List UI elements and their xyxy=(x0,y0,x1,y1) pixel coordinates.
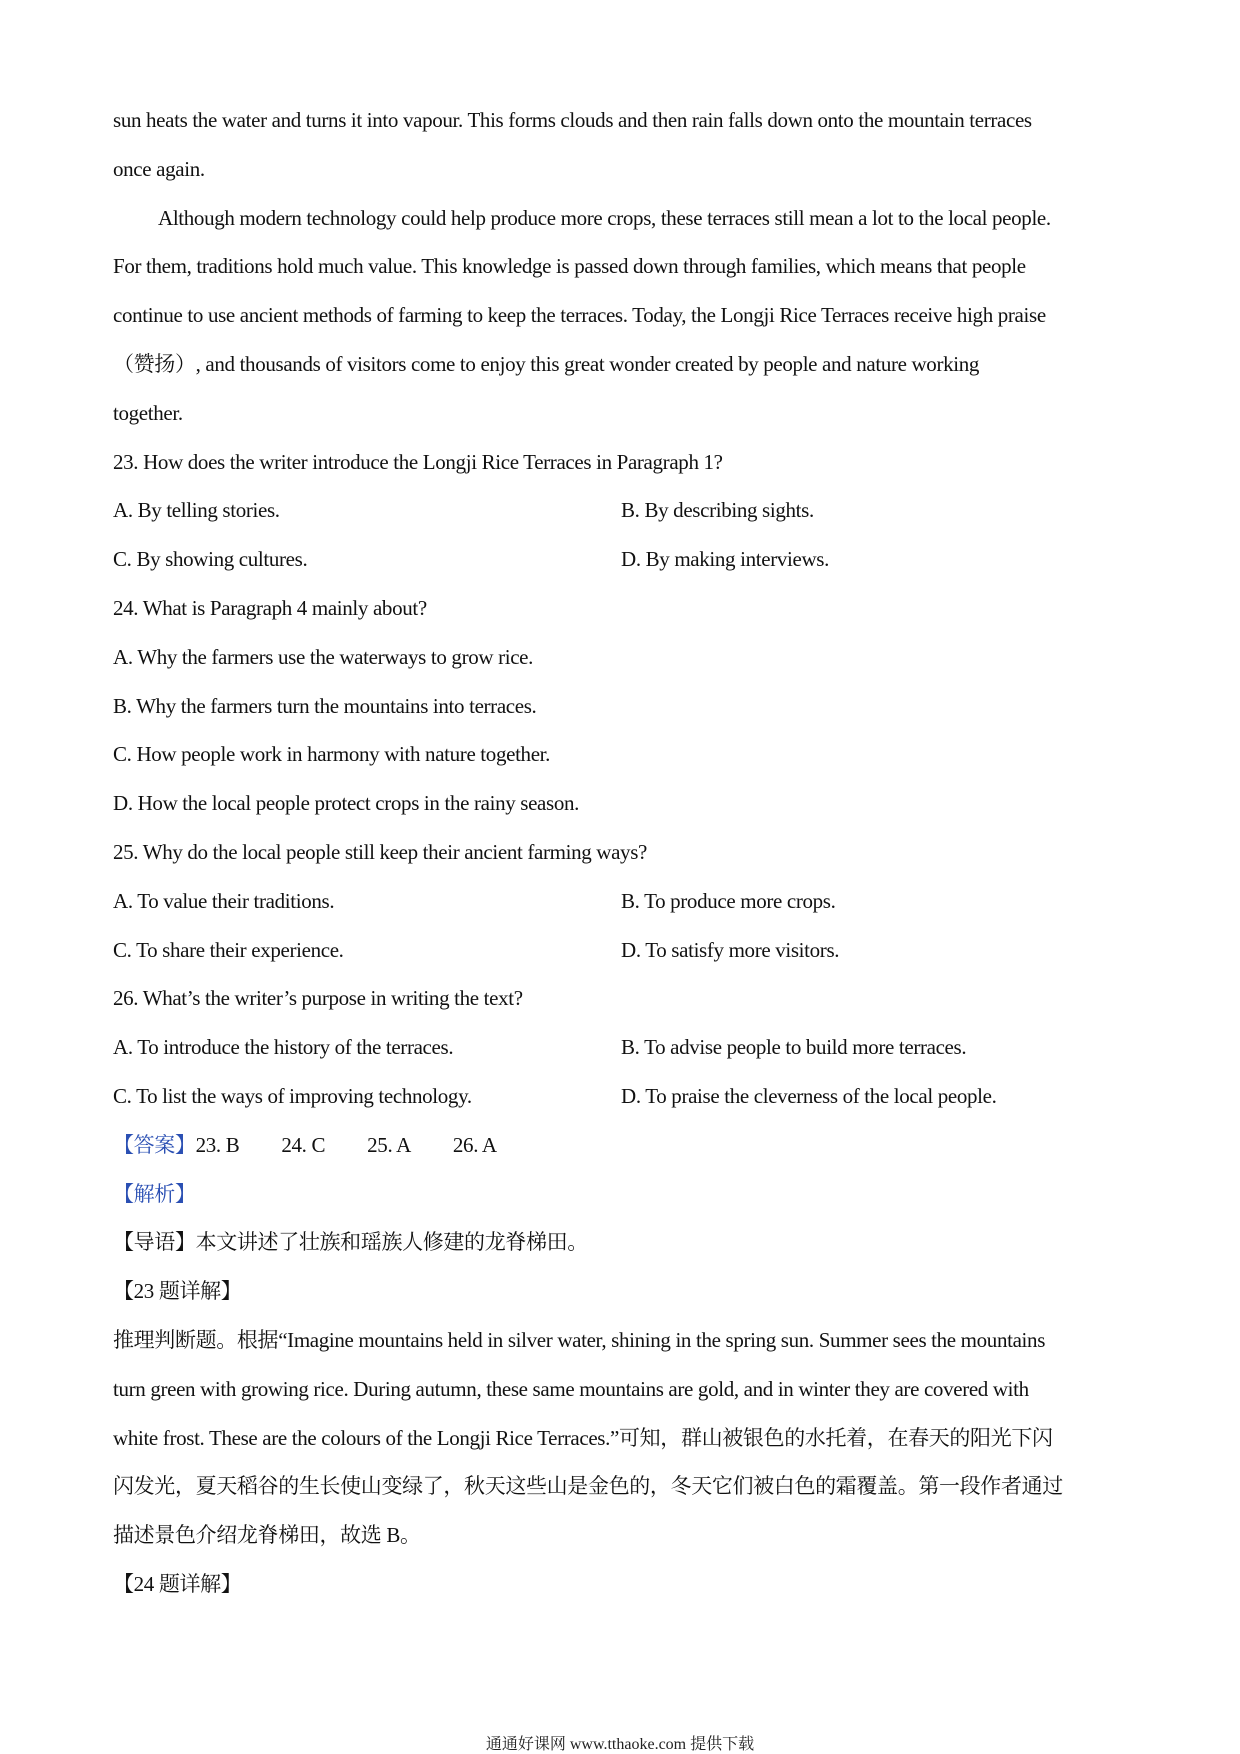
detail-line: turn green with growing rice. During autumn, these same mountains are gold, and in winter they are covered with xyxy=(113,1376,1029,1401)
detail-line: 推理判断题。根据“Imagine mountains held in silver water, shining in the spring sun. Summer sees the mountains xyxy=(113,1327,1046,1352)
option-row xyxy=(113,1072,1133,1121)
answer-item: 24. C xyxy=(281,1132,326,1157)
option-row xyxy=(113,877,1133,926)
option-c: C. How people work in harmony with nature together. xyxy=(113,742,551,767)
option-b: B. By describing sights. xyxy=(621,498,814,523)
passage-line: continue to use ancient methods of farming to keep the terraces. Today, the Longji Rice Terraces receive high praise xyxy=(113,303,1046,328)
detail-line: 闪发光，夏天稻谷的生长使山变绿了，秋天这些山是金色的，冬天它们被白色的霜覆盖。第一段作者通过 xyxy=(113,1474,1063,1499)
option-c: C. To share their experience. xyxy=(113,937,344,962)
detail-line: white frost. These are the colours of the Longji Rice Terraces.”可知，群山被银色的水托着，在春天的阳光下闪 xyxy=(113,1425,1053,1450)
answer-item: 26. A xyxy=(452,1132,497,1157)
passage-line: Although modern technology could help produce more crops, these terraces still mean a lot to the local people. xyxy=(158,205,1051,230)
option-a: A. To value their traditions. xyxy=(113,888,335,913)
passage-line: once again. xyxy=(113,156,205,181)
option-b: B. Why the farmers turn the mountains into terraces. xyxy=(113,693,537,718)
option-a: A. By telling stories. xyxy=(113,498,280,523)
answer-label: 【答案】 xyxy=(113,1132,196,1157)
analysis-label: 【解析】 xyxy=(113,1181,196,1206)
option-a: A. To introduce the history of the terraces. xyxy=(113,1035,454,1060)
intro-line: 【导语】本文讲述了壮族和瑶族人修建的龙脊梯田。 xyxy=(113,1230,588,1255)
option-c: C. To list the ways of improving technology. xyxy=(113,1083,472,1108)
option-a: A. Why the farmers use the waterways to grow rice. xyxy=(113,644,534,669)
option-d: D. To satisfy more visitors. xyxy=(621,937,840,962)
option-row xyxy=(113,1023,1133,1072)
question-stem: 25. Why do the local people still keep their ancient farming ways? xyxy=(113,839,648,864)
option-row xyxy=(113,535,1133,584)
passage-line: together. xyxy=(113,400,183,425)
option-row xyxy=(113,486,1133,535)
detail-line: 描述景色介绍龙脊梯田，故选 B。 xyxy=(113,1523,421,1548)
option-d: D. By making interviews. xyxy=(621,547,829,572)
answer-item: 25. A xyxy=(367,1132,411,1157)
document-page xyxy=(113,96,1133,1609)
question-stem: 26. What’s the writer’s purpose in writing the text? xyxy=(113,986,523,1011)
option-b: B. To advise people to build more terraces. xyxy=(621,1035,967,1060)
passage-line: （赞扬）, and thousands of visitors come to enjoy this great wonder created by people and nature working xyxy=(113,351,980,376)
option-row xyxy=(113,926,1133,975)
option-d: D. To praise the cleverness of the local people. xyxy=(621,1083,997,1108)
page-footer: 通通好课网 www.tthaoke.com 提供下载 xyxy=(485,1736,755,1753)
q24-heading: 【24 题详解】 xyxy=(113,1571,242,1596)
option-b: B. To produce more crops. xyxy=(621,888,836,913)
question-stem: 24. What is Paragraph 4 mainly about? xyxy=(113,595,427,620)
question-stem: 23. How does the writer introduce the Longji Rice Terraces in Paragraph 1? xyxy=(113,449,723,474)
answer-item: 23. B xyxy=(195,1132,240,1157)
answer-line xyxy=(113,1121,1133,1170)
option-d: D. How the local people protect crops in the rainy season. xyxy=(113,791,580,816)
q23-heading: 【23 题详解】 xyxy=(113,1279,242,1304)
option-c: C. By showing cultures. xyxy=(113,547,308,572)
passage-line: sun heats the water and turns it into vapour. This forms clouds and then rain falls down onto the mountain terraces xyxy=(113,108,1032,132)
passage-line: For them, traditions hold much value. This knowledge is passed down through families, which means that people xyxy=(113,254,1026,279)
